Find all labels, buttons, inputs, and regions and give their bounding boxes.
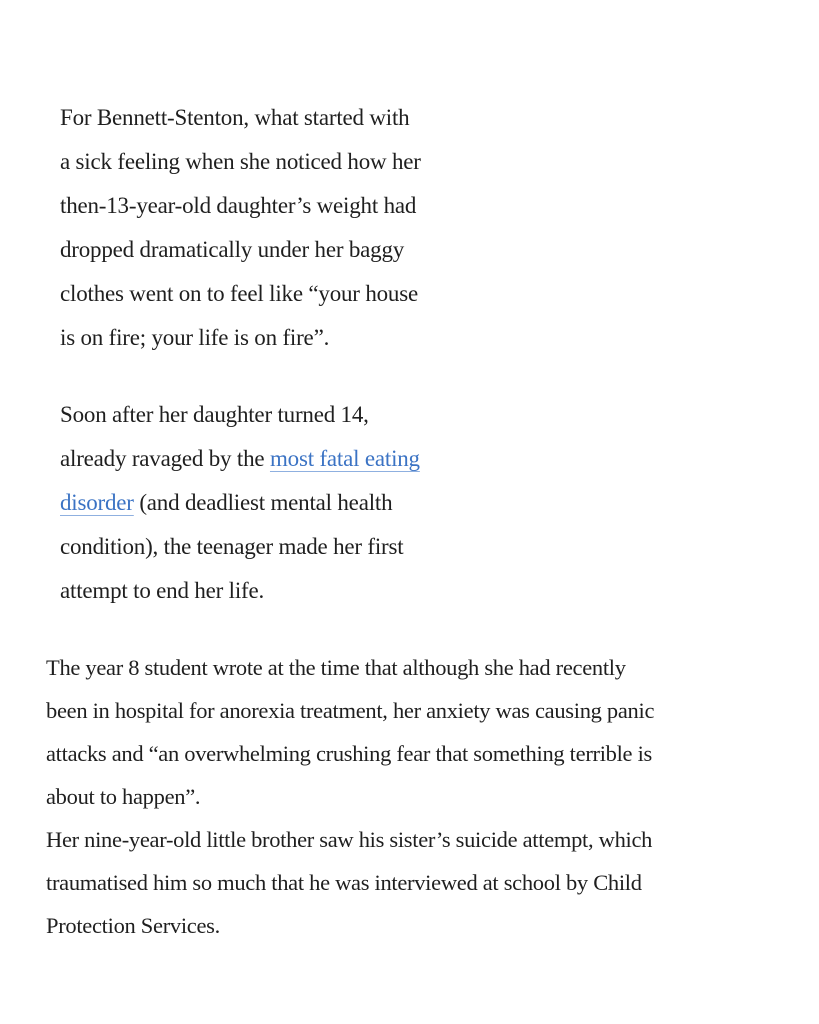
text-line: already ravaged by the bbox=[60, 446, 270, 471]
link-text[interactable]: disorder bbox=[60, 490, 134, 515]
text-line: clothes went on to feel like “your house bbox=[60, 281, 418, 306]
text-line: Soon after her daughter turned 14, bbox=[60, 402, 369, 427]
text-line: dropped dramatically under her baggy bbox=[60, 237, 405, 262]
link-text[interactable]: most fatal eating bbox=[269, 446, 420, 471]
text-line: attempt to end her life. bbox=[60, 578, 265, 603]
text-line: For Bennett-Stenton, what started with bbox=[60, 105, 410, 130]
text-line: (and deadliest mental health bbox=[133, 490, 393, 515]
text-line: traumatised him so much that he was interviewed at school by Child bbox=[46, 870, 642, 895]
text-line: condition), the teenager made her first bbox=[60, 534, 404, 559]
paragraph-little-brother bbox=[46, 818, 806, 947]
text-line: is on fire; your life is on fire”. bbox=[60, 325, 330, 350]
text-line: then-13-year-old daughter’s weight had bbox=[60, 193, 417, 218]
paragraph-daughter-turned-14 bbox=[60, 393, 520, 613]
text-line: been in hospital for anorexia treatment, her anxiety was causing panic bbox=[46, 698, 655, 723]
text-line: Her nine-year-old little brother saw his sister’s suicide attempt, which bbox=[46, 827, 653, 852]
text-line: Protection Services. bbox=[46, 913, 220, 938]
text-line: a sick feeling when she noticed how her bbox=[60, 149, 421, 174]
text-line: The year 8 student wrote at the time that although she had recently bbox=[46, 655, 626, 680]
text-line: attacks and “an overwhelming crushing fear that something terrible is bbox=[46, 741, 652, 766]
paragraph-year-8-student bbox=[46, 646, 806, 818]
text-line: about to happen”. bbox=[46, 784, 201, 809]
paragraph-bennett-stenton bbox=[60, 96, 520, 360]
